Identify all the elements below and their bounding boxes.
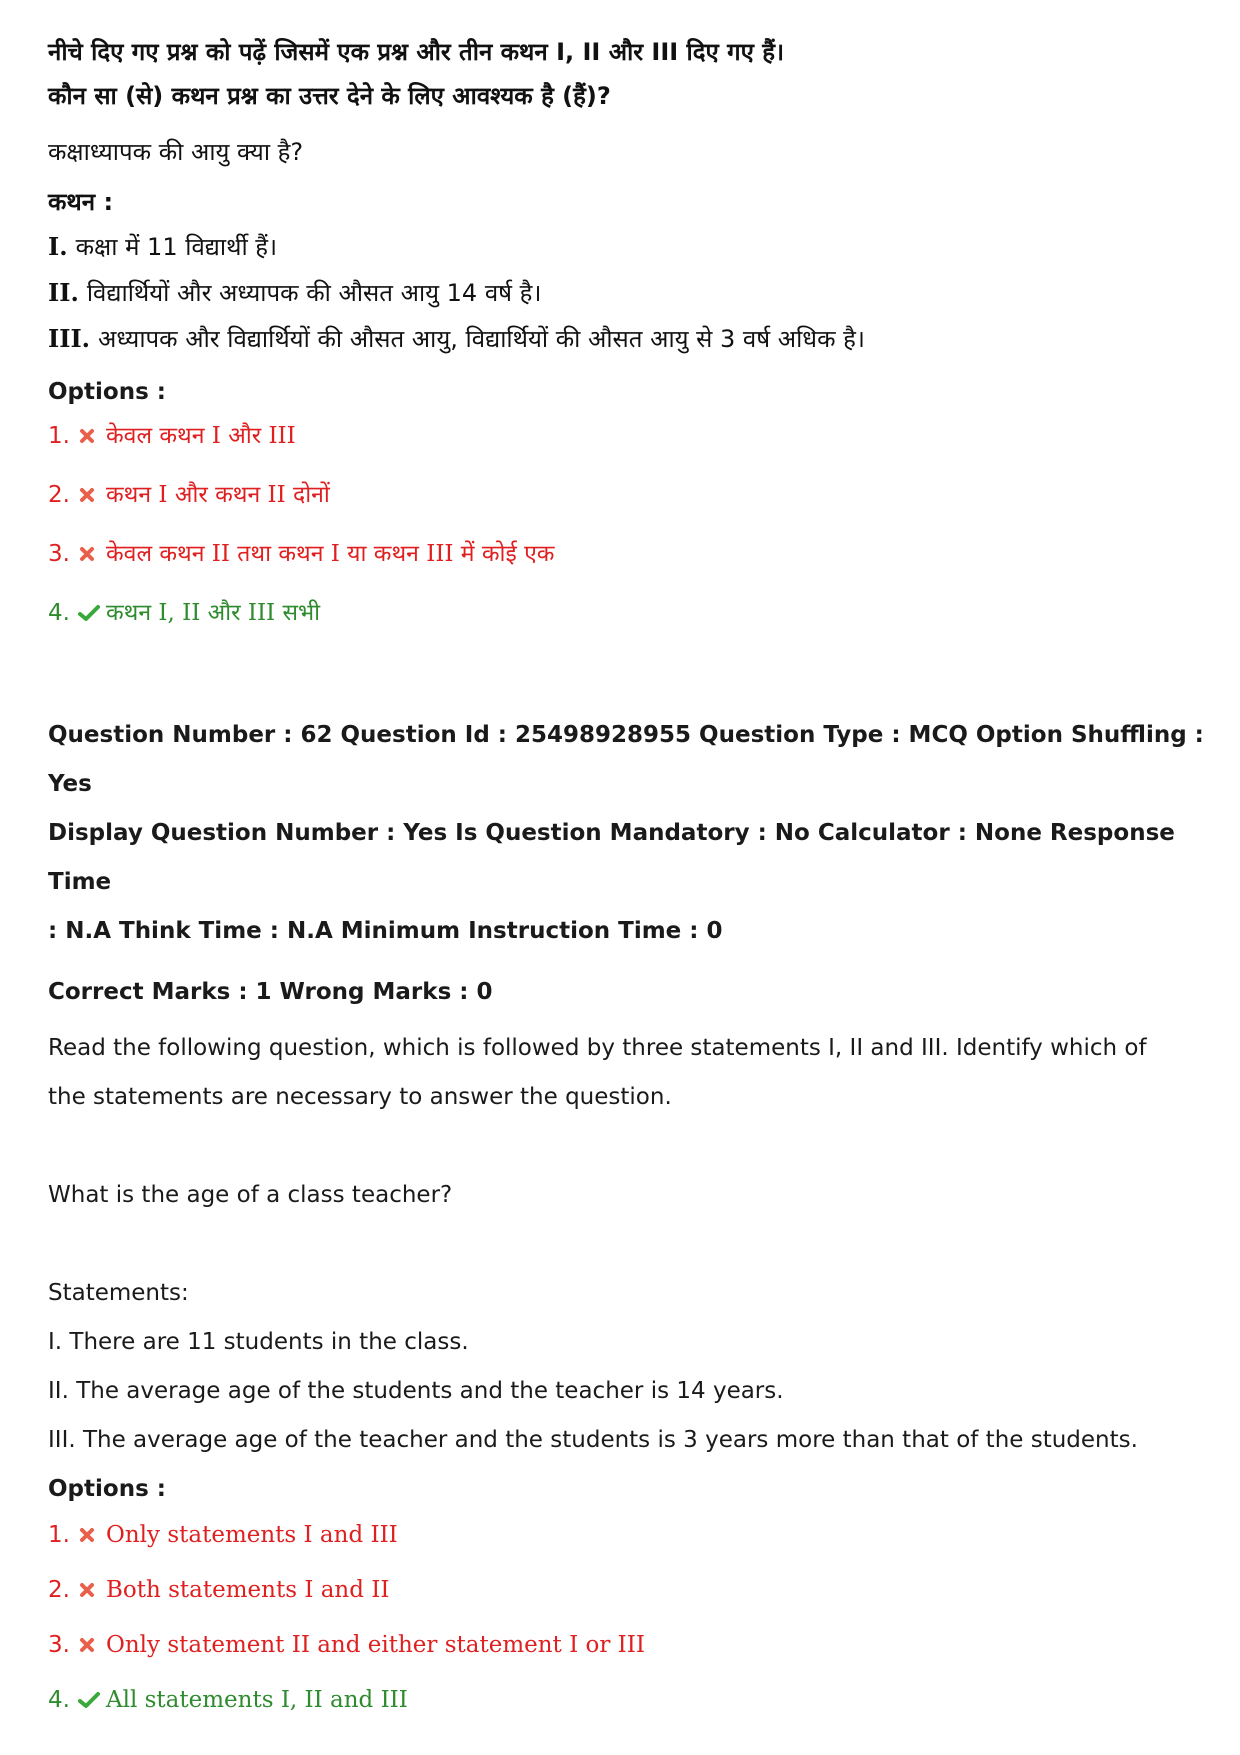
english-statement: II. The average age of the students and the teacher is 14 years. bbox=[48, 1378, 784, 1404]
option-text: केवल कथन II तथा कथन I या कथन III में कोई एक bbox=[106, 541, 555, 567]
hindi-statement bbox=[48, 270, 1208, 316]
english-question-block bbox=[48, 1024, 1208, 1465]
hindi-statement-number: II. bbox=[48, 278, 79, 307]
cross-icon bbox=[78, 545, 106, 563]
english-statement: III. The average age of the teacher and the students is 3 years more than that of the students. bbox=[48, 1427, 1138, 1453]
english-option-3 bbox=[48, 1629, 1208, 1661]
english-statements-label: Statements: bbox=[48, 1280, 189, 1306]
english-option-1 bbox=[48, 1519, 1208, 1551]
option-number: 3. bbox=[48, 541, 70, 567]
cross-icon bbox=[78, 427, 106, 445]
hindi-statement-number: I. bbox=[48, 232, 68, 261]
hindi-instruction-line-1: नीचे दिए गए प्रश्न को पढ़ें जिसमें एक प्रश्न और तीन कथन I, II और III दिए गए हैं। bbox=[48, 38, 785, 66]
option-text: केवल कथन I और III bbox=[106, 423, 296, 449]
option-number: 4. bbox=[48, 600, 70, 626]
hindi-question-text: कक्षाध्यापक की आयु क्या है? bbox=[48, 138, 304, 166]
cross-icon bbox=[78, 1581, 106, 1599]
hindi-option-4 bbox=[48, 597, 1208, 629]
option-number: 4. bbox=[48, 1687, 70, 1713]
option-number: 3. bbox=[48, 1632, 70, 1658]
check-icon bbox=[78, 1691, 106, 1709]
cross-icon bbox=[78, 1526, 106, 1544]
hindi-statement bbox=[48, 316, 1208, 362]
hindi-statement-text: कक्षा में 11 विद्यार्थी हैं। bbox=[75, 233, 278, 261]
metadata-line-2: Display Question Number : Yes Is Question Mandatory : No Calculator : None Response Time bbox=[48, 820, 1175, 895]
hindi-options-list bbox=[48, 420, 1208, 629]
english-options-label: Options : bbox=[48, 1476, 166, 1502]
english-question-text: What is the age of a class teacher? bbox=[48, 1182, 453, 1208]
option-text: कथन I और कथन II दोनों bbox=[106, 482, 330, 508]
english-options-list bbox=[48, 1519, 1208, 1716]
hindi-statement-number: III. bbox=[48, 324, 91, 353]
option-number: 2. bbox=[48, 482, 70, 508]
option-text: All statements I, II and III bbox=[106, 1687, 408, 1713]
marks-info: Correct Marks : 1 Wrong Marks : 0 bbox=[48, 979, 493, 1005]
option-text: Only statement II and either statement I or III bbox=[106, 1632, 645, 1658]
hindi-statement-text: अध्यापक और विद्यार्थियों की औसत आयु, विद्यार्थियों की औसत आयु से 3 वर्ष अधिक है। bbox=[98, 325, 865, 353]
check-icon bbox=[78, 604, 106, 622]
hindi-instruction-line-2: कौन सा (से) कथन प्रश्न का उत्तर देने के लिए आवश्यक है (हैं)? bbox=[48, 82, 611, 110]
english-option-2 bbox=[48, 1574, 1208, 1606]
cross-icon bbox=[78, 486, 106, 504]
hindi-option-3 bbox=[48, 538, 1208, 570]
english-instruction-line-1: Read the following question, which is followed by three statements I, II and III. Identify which of bbox=[48, 1035, 1147, 1061]
option-number: 2. bbox=[48, 1577, 70, 1603]
english-option-4 bbox=[48, 1684, 1208, 1716]
hindi-question-block bbox=[48, 30, 1208, 362]
english-instruction-line-2: the statements are necessary to answer the question. bbox=[48, 1084, 672, 1110]
metadata-line-1: Question Number : 62 Question Id : 25498928955 Question Type : MCQ Option Shuffling : Yes bbox=[48, 722, 1204, 797]
metadata-line-3: : N.A Think Time : N.A Minimum Instruction Time : 0 bbox=[48, 918, 723, 944]
hindi-options-label: Options : bbox=[48, 379, 166, 405]
option-text: Both statements I and II bbox=[106, 1577, 390, 1603]
hindi-statement bbox=[48, 224, 1208, 270]
hindi-statements-label: कथन : bbox=[48, 188, 114, 216]
question-metadata bbox=[48, 711, 1208, 1008]
english-statement: I. There are 11 students in the class. bbox=[48, 1329, 469, 1355]
hindi-statement-text: विद्यार्थियों और अध्यापक की औसत आयु 14 वर्ष है। bbox=[86, 279, 542, 307]
cross-icon bbox=[78, 1636, 106, 1654]
option-text: Only statements I and III bbox=[106, 1522, 398, 1548]
hindi-option-1 bbox=[48, 420, 1208, 452]
option-text: कथन I, II और III सभी bbox=[106, 600, 321, 626]
question-page bbox=[48, 30, 1208, 1743]
hindi-option-2 bbox=[48, 479, 1208, 511]
option-number: 1. bbox=[48, 423, 70, 449]
option-number: 1. bbox=[48, 1522, 70, 1548]
